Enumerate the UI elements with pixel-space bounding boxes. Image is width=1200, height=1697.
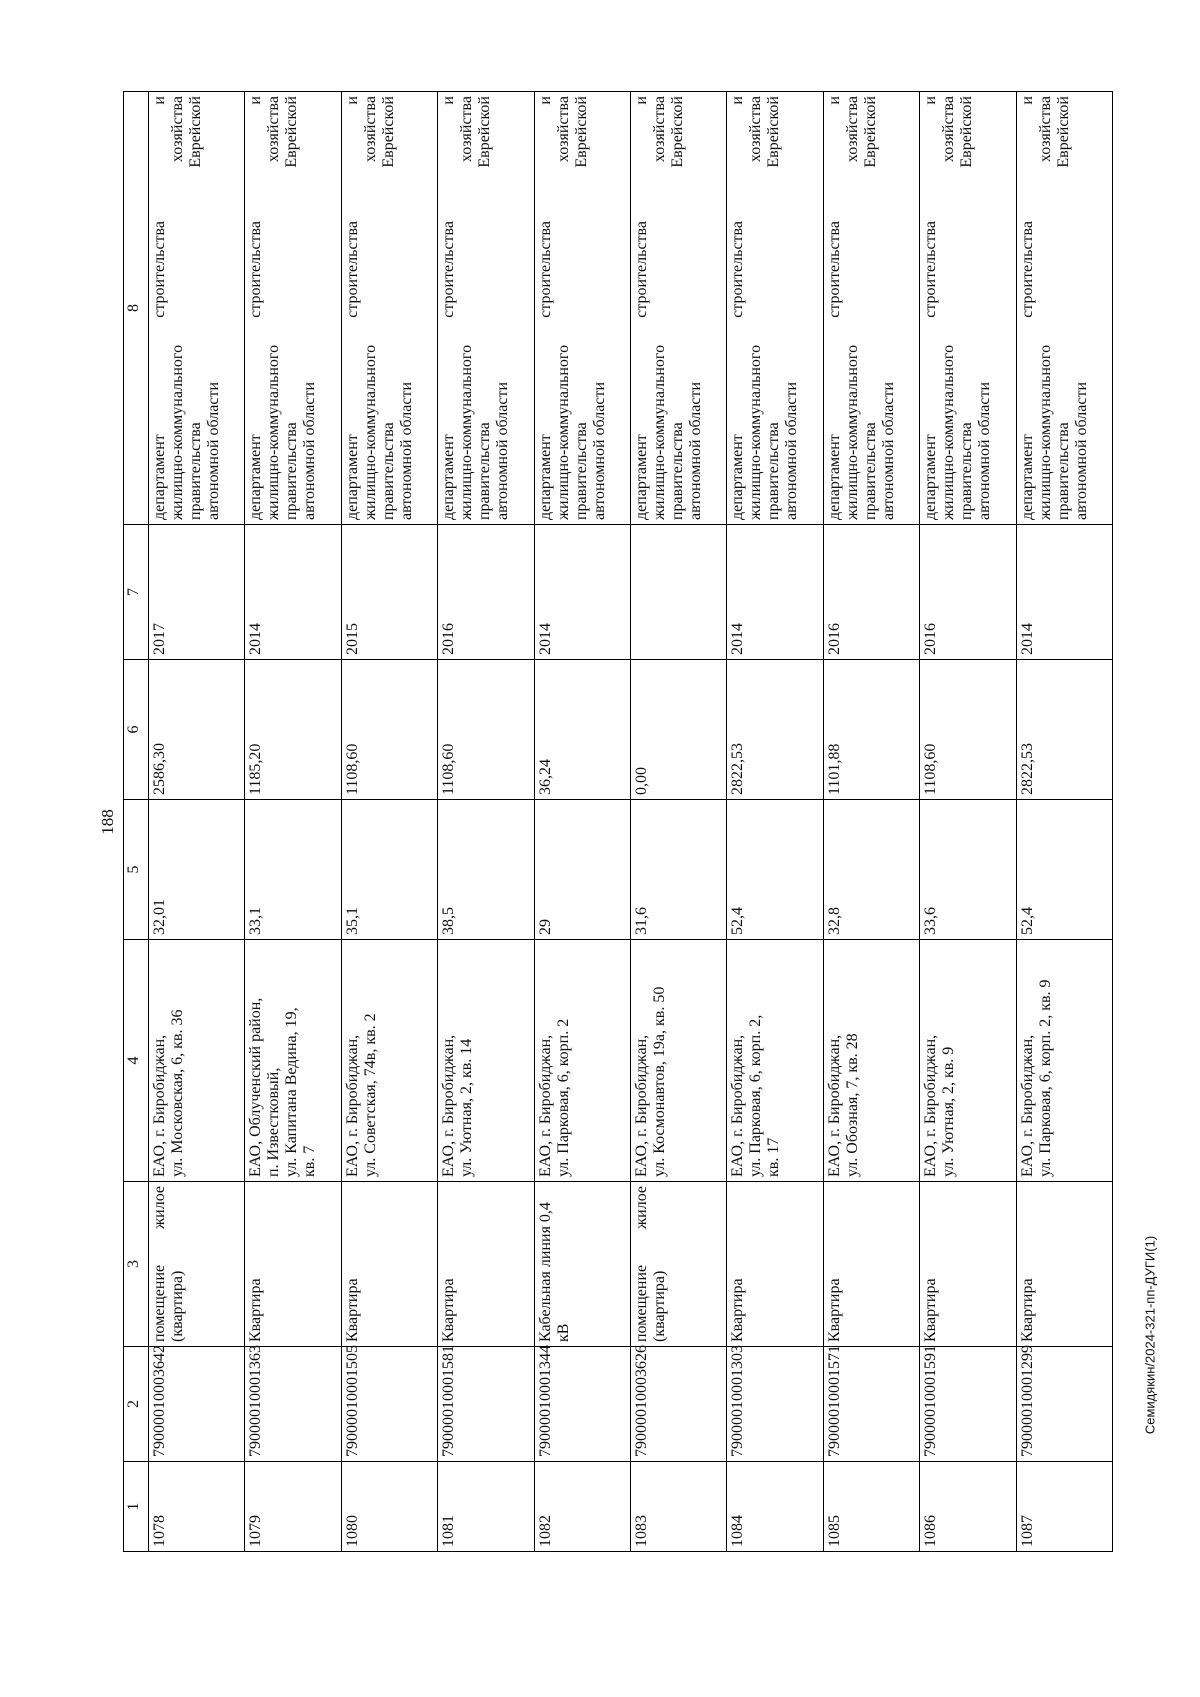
object-type-line: Квартира [440,1278,458,1342]
object-address-line: ул. Уютная, 2, кв. 9 [940,1046,958,1177]
object-type [630,1182,726,1347]
owner-organization-line: жилищно-коммунального хозяйства [361,96,379,520]
owner-organization-line: автономной области [301,381,319,520]
row-number: 1079 [245,1462,341,1552]
object-year: 2014 [534,525,630,660]
property-table [123,91,1113,1552]
table-row [534,92,630,1552]
owner-organization-line: автономной области [205,381,222,520]
object-year: 2016 [823,525,919,660]
object-address-line: п. Известковый, [265,1067,283,1177]
object-address [1016,940,1112,1182]
table-row [727,92,823,1552]
object-type-line: помещение жилое [151,1186,168,1342]
owner-organization-line: жилищно-коммунального хозяйства [940,96,958,520]
object-type [245,1182,341,1347]
owner-organization [438,92,534,525]
object-address-line: ЕАО, Облученский район, [247,997,265,1177]
object-year: 2014 [1016,525,1112,660]
owner-organization-line: жилищно-коммунального хозяйства [169,96,186,520]
object-type [823,1182,919,1347]
object-area: 31,6 [630,800,726,940]
row-number: 1083 [630,1462,726,1552]
object-address-line: кв. 17 [765,1137,783,1177]
owner-organization-line: департамент строительства и [632,96,650,520]
column-header: 4 [124,940,149,1182]
table-row [920,92,1016,1552]
owner-organization-line: департамент строительства и [825,96,843,520]
owner-organization-line: правительства Еврейской [187,96,204,520]
object-address-line: ЕАО, г. Биробиджан, [632,1034,650,1177]
owner-organization-line: департамент строительства и [343,96,361,520]
owner-organization-line: жилищно-коммунального хозяйства [554,96,572,520]
owner-organization [630,92,726,525]
column-header: 3 [124,1182,149,1347]
object-type-line: помещение жилое [632,1186,650,1342]
object-address-line: ул. Парковая, 6, корп. 2, кв. 9 [1036,979,1054,1177]
object-type [534,1182,630,1347]
table-row [341,92,437,1552]
object-address-line: кв. 7 [301,1145,319,1177]
owner-organization-line: правительства Еврейской [668,96,686,520]
object-cost: 1185,20 [245,660,341,800]
owner-organization-line: жилищно-коммунального хозяйства [458,96,476,520]
row-number: 1087 [1016,1462,1112,1552]
object-address-line: ЕАО, г. Биробиджан, [343,1034,361,1177]
object-address-line: ЕАО, г. Биробиджан, [825,1034,843,1177]
object-cost: 1108,60 [341,660,437,800]
cadastral-number: 79000010001344 [534,1347,630,1462]
document-code [1130,1035,1170,1635]
owner-organization-line: департамент строительства и [729,96,747,520]
object-address-line: ул. Советская, 74в, кв. 2 [361,1013,379,1177]
column-header: 7 [124,525,149,660]
object-address [438,940,534,1182]
object-address-line: ЕАО, г. Биробиджан, [536,1034,554,1177]
object-type-line: Квартира [247,1278,265,1342]
object-area: 38,5 [438,800,534,940]
object-type-line: (квартира) [169,1270,186,1342]
owner-organization-line: департамент строительства и [922,96,940,520]
column-header: 8 [124,92,149,525]
object-cost: 2822,53 [1016,660,1112,800]
owner-organization-line: жилищно-коммунального хозяйства [747,96,765,520]
object-year: 2014 [245,525,341,660]
owner-organization-line: жилищно-коммунального хозяйства [650,96,668,520]
owner-organization [245,92,341,525]
object-area: 32,8 [823,800,919,940]
object-address [823,940,919,1182]
cadastral-number: 79000010003626 [630,1347,726,1462]
object-area: 52,4 [1016,800,1112,940]
owner-organization-line: правительства Еврейской [765,96,783,520]
row-number: 1080 [341,1462,437,1552]
table-row [149,92,245,1552]
table-row [823,92,919,1552]
owner-organization-line: автономной области [397,381,415,520]
owner-organization-line: автономной области [783,381,801,520]
table-row [1016,92,1112,1552]
object-area: 33,6 [920,800,1016,940]
object-type-line: Квартира [1018,1278,1036,1342]
owner-organization-line: автономной области [976,381,994,520]
object-year: 2014 [727,525,823,660]
object-address [534,940,630,1182]
cadastral-number: 79000010001363 [245,1347,341,1462]
owner-organization [341,92,437,525]
object-address-line: ул. Парковая, 6, корп. 2, [747,1014,765,1177]
row-number: 1082 [534,1462,630,1552]
owner-organization-line: департамент строительства и [247,96,265,520]
object-area: 35,1 [341,800,437,940]
object-area: 33,1 [245,800,341,940]
object-year: 2016 [920,525,1016,660]
table-row [245,92,341,1552]
owner-organization-line: правительства Еврейской [572,96,590,520]
owner-organization [920,92,1016,525]
owner-organization-line: автономной области [494,381,512,520]
object-address [630,940,726,1182]
object-type [727,1182,823,1347]
table-row [438,92,534,1552]
object-area: 52,4 [727,800,823,940]
owner-organization-line: правительства Еврейской [958,96,976,520]
object-address-line: ЕАО, г. Биробиджан, [1018,1034,1036,1177]
object-cost: 1108,60 [438,660,534,800]
owner-organization [534,92,630,525]
object-area: 32,01 [149,800,245,940]
owner-organization-line: жилищно-коммунального хозяйства [265,96,283,520]
object-address-line: ЕАО, г. Биробиджан, [151,1034,168,1177]
column-header: 5 [124,800,149,940]
owner-organization-line: правительства Еврейской [379,96,397,520]
object-address [341,940,437,1182]
object-type [438,1182,534,1347]
object-type [149,1182,245,1347]
table-row [630,92,726,1552]
page-number: 188 [98,809,117,835]
owner-organization [149,92,245,525]
rotated-page [95,92,1115,1552]
owner-organization-line: автономной области [590,381,608,520]
object-type-line: (квартира) [650,1270,668,1342]
row-number: 1086 [920,1462,1016,1552]
owner-organization-line: автономной области [879,381,897,520]
row-number: 1084 [727,1462,823,1552]
cadastral-number: 79000010003642 [149,1347,245,1462]
object-address-line: ул. Уютная, 2, кв. 14 [458,1038,476,1177]
column-header: 6 [124,660,149,800]
row-number: 1078 [149,1462,245,1552]
object-cost: 2822,53 [727,660,823,800]
owner-organization [823,92,919,525]
object-cost: 2586,30 [149,660,245,800]
object-type-line: Квартира [922,1278,940,1342]
owner-organization-line: департамент строительства и [151,96,168,520]
owner-organization-line: департамент строительства и [440,96,458,520]
table-header-row [124,92,149,1552]
object-type-line: Квартира [343,1278,361,1342]
object-type [920,1182,1016,1347]
object-type [1016,1182,1112,1347]
cadastral-number: 79000010001571 [823,1347,919,1462]
cadastral-number: 79000010001505 [341,1347,437,1462]
object-type [341,1182,437,1347]
object-area: 29 [534,800,630,940]
object-address [149,940,245,1182]
object-address [727,940,823,1182]
owner-organization-line: автономной области [686,381,704,520]
owner-organization-line: жилищно-коммунального хозяйства [1036,96,1054,520]
owner-organization-line: жилищно-коммунального хозяйства [843,96,861,520]
owner-organization-line: правительства Еврейской [476,96,494,520]
cadastral-number: 79000010001591 [920,1347,1016,1462]
object-address-line: ул. Московская, 6, кв. 36 [169,1009,186,1177]
object-address-line: ул. Парковая, 6, корп. 2 [554,1018,572,1177]
owner-organization-line: правительства Еврейской [1054,96,1072,520]
object-cost: 1101,88 [823,660,919,800]
document-code-text: Семидякин/2024-321-пп-ДУГИ(1) [1142,1235,1158,1435]
owner-organization [727,92,823,525]
object-year: 2016 [438,525,534,660]
object-address-line: ул. Капитана Ведина, 19, [283,1007,301,1177]
object-address-line: ЕАО, г. Биробиджан, [922,1034,940,1177]
owner-organization-line: департамент строительства и [1018,96,1036,520]
owner-organization [1016,92,1112,525]
object-address-line: ул. Обозная, 7, кв. 28 [843,1033,861,1177]
object-address [920,940,1016,1182]
object-type-line: Квартира [825,1278,843,1342]
owner-organization-line: автономной области [1072,381,1090,520]
owner-organization-line: департамент строительства и [536,96,554,520]
row-number: 1085 [823,1462,919,1552]
object-address-line: ул. Космонавтов, 19а, кв. 50 [650,986,668,1177]
owner-organization-line: правительства Еврейской [283,96,301,520]
object-address [245,940,341,1182]
cadastral-number: 79000010001299 [1016,1347,1112,1462]
column-header: 2 [124,1347,149,1462]
object-address-line: ЕАО, г. Биробиджан, [440,1034,458,1177]
object-cost: 0,00 [630,660,726,800]
object-year: 2015 [341,525,437,660]
row-number: 1081 [438,1462,534,1552]
cadastral-number: 79000010001581 [438,1347,534,1462]
object-cost: 1108,60 [920,660,1016,800]
owner-organization-line: правительства Еврейской [861,96,879,520]
object-year [630,525,726,660]
object-type-line: Квартира [729,1278,747,1342]
object-type-line: Кабельная линия 0,4 кВ [536,1202,572,1342]
object-cost: 36,24 [534,660,630,800]
column-header: 1 [124,1462,149,1552]
object-year: 2017 [149,525,245,660]
cadastral-number: 79000010001303 [727,1347,823,1462]
object-address-line: ЕАО, г. Биробиджан, [729,1034,747,1177]
